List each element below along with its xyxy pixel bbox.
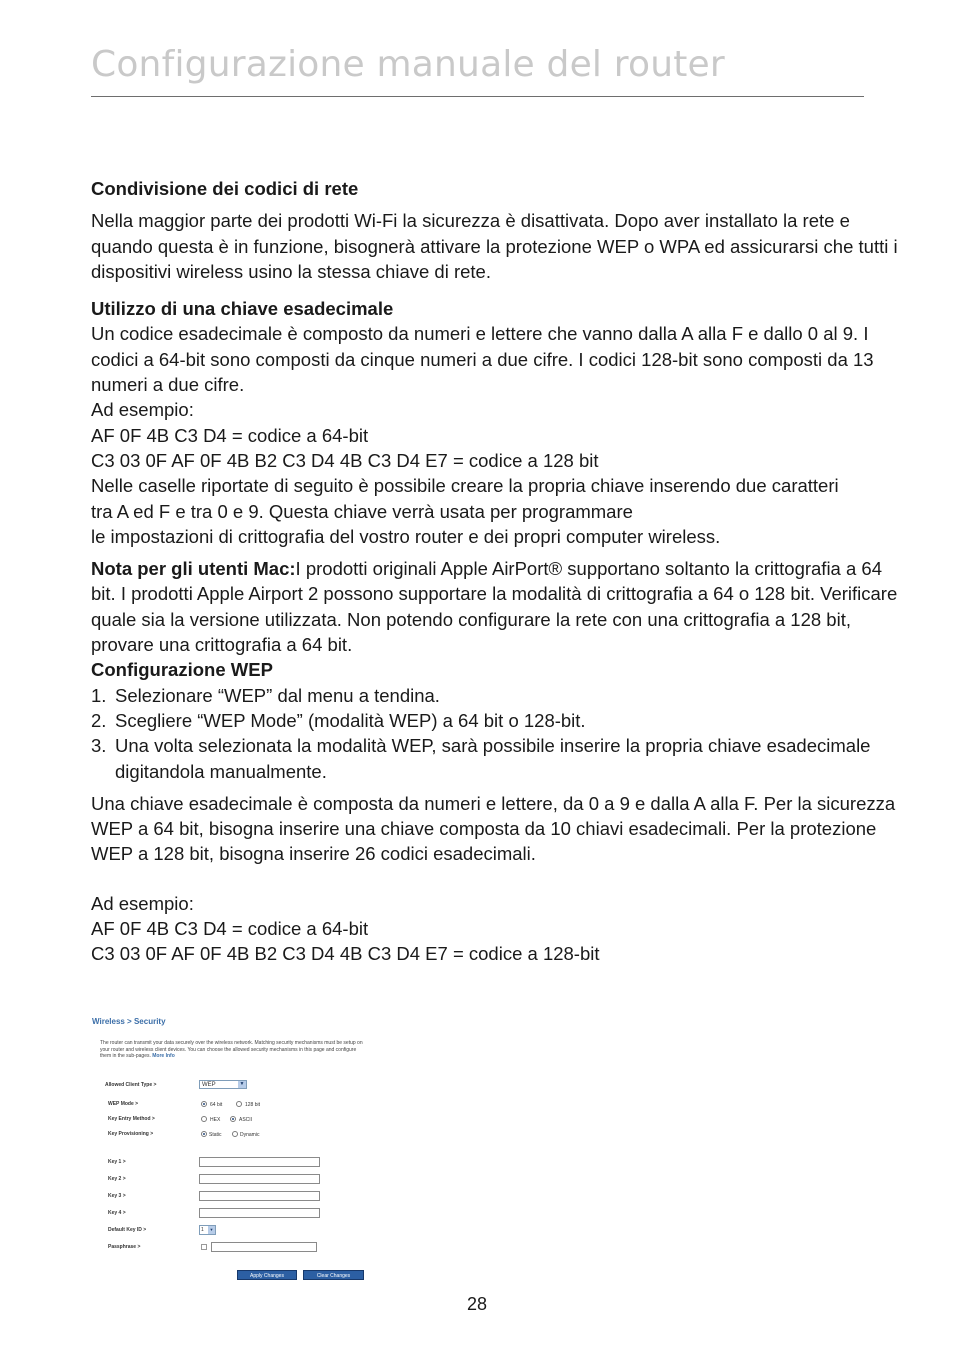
more-info-link[interactable]: More Info	[152, 1053, 175, 1060]
section-heading-wep: Configurazione WEP	[91, 659, 273, 681]
default-key-id-select[interactable]: 1 ▼	[199, 1225, 216, 1235]
key-entry-ascii-label: ASCII	[239, 1117, 253, 1123]
document-body	[91, 176, 906, 967]
example-label: Ad esempio:	[91, 399, 194, 421]
mac-note	[91, 556, 906, 657]
example-64bit: AF 0F 4B C3 D4 = codice a 64-bit	[91, 424, 369, 446]
apply-changes-button[interactable]: Apply Changes	[237, 1270, 297, 1280]
wep-mode-128-radio[interactable]	[236, 1101, 242, 1107]
hex-key-paragraph: Un codice esadecimale è composto da numeri e lettere che vanno dalla A alla F e dallo 0 al 9. I codici a 64-bit sono composti da cinque numeri a due cifre. I codici 128-bit sono composti da 13 numeri a due cifre.	[91, 323, 874, 396]
title-divider	[91, 96, 864, 97]
key4-label: Key 4 >	[108, 1210, 126, 1216]
key1-input[interactable]	[199, 1157, 320, 1167]
passphrase-label: Passphrase >	[108, 1244, 141, 1250]
wep-paragraph: Una chiave esadecimale è composta da numeri e lettere, da 0 a 9 e dalla A alla F. Per la sicurezza WEP a 64 bit, bisogna inserire una chiave composta da 10 chiavi esadecimali. Per la protezione WEP a 128 bit, bisogna inserire 26 codici esadecimali.	[91, 792, 896, 865]
allowed-client-type-select[interactable]: WEP ▼	[199, 1080, 247, 1089]
passphrase-checkbox[interactable]	[201, 1244, 207, 1250]
key-prov-dynamic-radio[interactable]	[232, 1131, 238, 1137]
chevron-down-icon: ▼	[209, 1227, 214, 1232]
passphrase-input[interactable]	[211, 1242, 317, 1252]
key-provisioning-label: Key Provisioning >	[108, 1131, 154, 1137]
list-text: Una volta selezionata la modalità WEP, sarà possibile inserire la propria chiave esadecimale digitandola manualmente.	[115, 735, 871, 782]
screenshot-breadcrumb: Wireless > Security	[92, 1017, 166, 1026]
key-entry-ascii-radio[interactable]	[230, 1116, 236, 1122]
key-instruction-line: le impostazioni di crittografia del vostro router e dei propri computer wireless.	[91, 525, 721, 547]
key-instruction-line: tra A ed F e tra 0 e 9. Questa chiave verrà usata per programmare	[91, 500, 633, 522]
list-item	[91, 733, 906, 784]
key3-label: Key 3 >	[108, 1193, 126, 1199]
list-text: Selezionare “WEP” dal menu a tendina.	[115, 684, 440, 706]
list-number: 3.	[91, 735, 107, 757]
page-number: 28	[466, 1294, 488, 1314]
wep-mode-label: WEP Mode >	[108, 1101, 139, 1107]
allowed-client-type-label: Allowed Client Type >	[105, 1082, 157, 1088]
mac-note-label: Nota per gli utenti Mac:	[91, 558, 296, 580]
clear-changes-button[interactable]: Clear Changes	[303, 1270, 364, 1280]
list-number: 2.	[91, 709, 107, 731]
section-heading-hex-key: Utilizzo di una chiave esadecimale	[91, 298, 394, 320]
screenshot-description: The router can transmit your data securely over the wireless network. Matching security mechanisms must be setup on your router and wireless client devices. You can choose the allowed security mechanisms in this page and configure them in the sub-pages. More Info	[100, 1040, 363, 1060]
example-label: Ad esempio:	[91, 892, 194, 914]
chevron-down-icon: ▼	[239, 1081, 245, 1087]
key4-input[interactable]	[199, 1208, 320, 1218]
default-key-id-label: Default Key ID >	[108, 1227, 147, 1233]
list-item	[91, 708, 906, 733]
key2-label: Key 2 >	[108, 1176, 126, 1182]
key3-input[interactable]	[199, 1191, 320, 1201]
key-prov-static-radio[interactable]	[201, 1131, 207, 1137]
key-instruction-line: Nelle caselle riportate di seguito è possibile creare la propria chiave inserendo due caratteri	[91, 475, 839, 497]
key1-label: Key 1 >	[108, 1159, 126, 1165]
example-128bit: C3 03 0F AF 0F 4B B2 C3 D4 4B C3 D4 E7 = codice a 128 bit	[91, 449, 599, 471]
page-title: Configurazione manuale del router	[91, 44, 725, 85]
mac-note-text: I prodotti originali Apple AirPort® supportano soltanto la crittografia a 64 bit. I prodotti Apple Airport 2 possono supportare la modalità di crittografia a 64 o 128 bit. Verificare quale sia la versione utilizzata. Non potendo configurare la rete con una crittografia a 128 bit, provare una crittografia a 64 bit.	[91, 558, 898, 656]
example-64bit: AF 0F 4B C3 D4 = codice a 64-bit	[91, 918, 369, 940]
key-entry-hex-radio[interactable]	[201, 1116, 207, 1122]
key2-input[interactable]	[199, 1174, 320, 1184]
key-prov-static-label: Static	[209, 1132, 222, 1138]
list-text: Scegliere “WEP Mode” (modalità WEP) a 64 bit o 128-bit.	[115, 709, 586, 731]
key-entry-method-label: Key Entry Method >	[108, 1116, 155, 1122]
wep-mode-128-label: 128 bit	[245, 1102, 261, 1108]
list-number: 1.	[91, 684, 107, 706]
wep-mode-64-label: 64 bit	[210, 1102, 223, 1108]
section-heading-network-keys: Condivisione dei codici di rete	[91, 178, 359, 199]
section-paragraph-network-keys: Nella maggior parte dei prodotti Wi-Fi la sicurezza è disattivata. Dopo aver installato la rete e quando questa è in funzione, bisognerà attivare la protezione WEP o WPA ed assicurarsi che tutti i dispositivi wireless usino la stessa chiave di rete.	[91, 210, 898, 282]
list-item	[91, 683, 906, 708]
wep-mode-64-radio[interactable]	[201, 1101, 207, 1107]
key-entry-hex-label: HEX	[210, 1117, 221, 1123]
key-prov-dynamic-label: Dynamic	[240, 1132, 260, 1138]
example-128bit: C3 03 0F AF 0F 4B B2 C3 D4 4B C3 D4 E7 = codice a 128-bit	[91, 943, 600, 965]
router-security-screenshot	[88, 1010, 378, 1286]
